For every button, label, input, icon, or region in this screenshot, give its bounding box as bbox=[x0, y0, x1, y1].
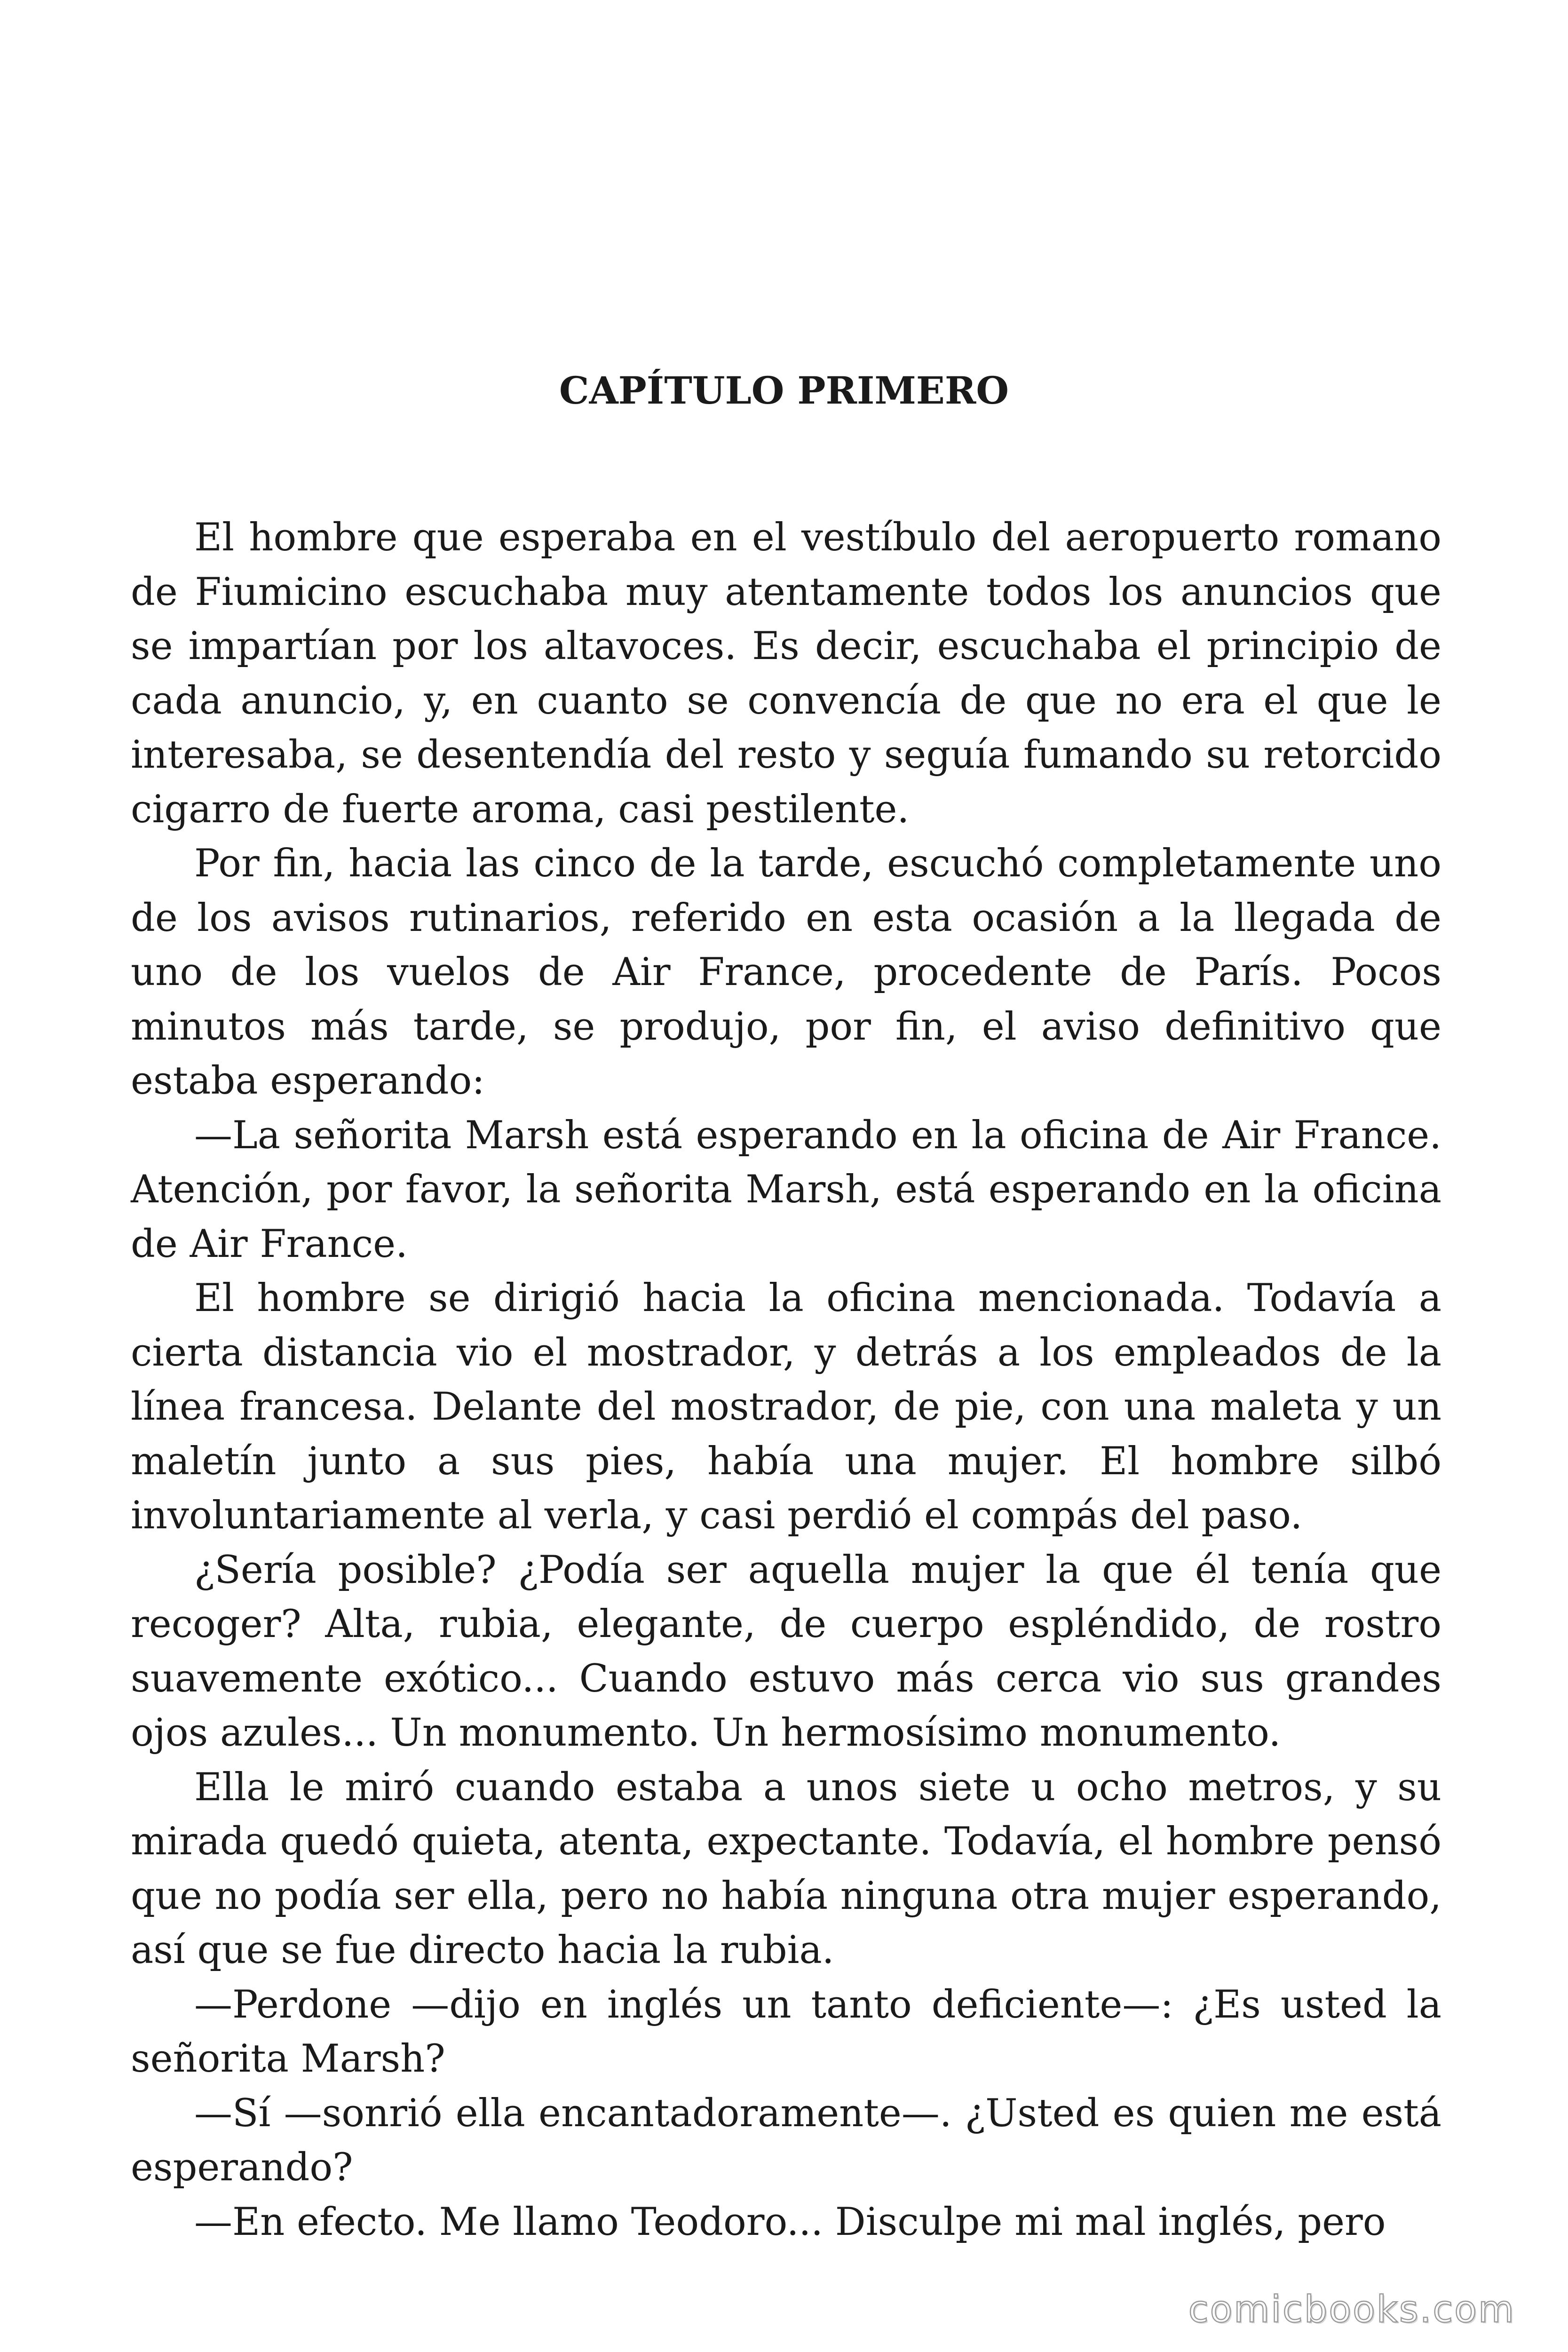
paragraph: El hombre se dirigió hacia la oficina mencionada. Todavía a cierta distancia vio el mostrador, y detrás a los empleados de la línea francesa. Delante del mostrador, de pie, con una maleta y un maletín junto a sus pies, había una mujer. El hombre silbó involuntariamente al verla, y casi perdió el compás del paso. bbox=[131, 1276, 1441, 1538]
paragraph: Por fin, hacia las cinco de la tarde, escuchó completamente uno de los avisos rutinarios, referido en esta ocasión a la llegada de uno de los vuelos de Air France, procedente de París. Pocos minutos más tarde, se produjo, por fin, el aviso definitivo que estaba esperando: bbox=[131, 842, 1441, 1103]
body-text bbox=[131, 511, 1441, 2249]
paragraph: El hombre que esperaba en el vestíbulo del aeropuerto romano de Fiumicino escuchaba muy atentamente todos los anuncios que se impartían por los altavoces. Es decir, escuchaba el principio de cada anuncio, y, en cuanto se convencía de que no era el que le interesaba, se desentendía del resto y seguía fumando su retorcido cigarro de fuerte aroma, casi pestilente. bbox=[131, 516, 1441, 832]
paragraph: ¿Sería posible? ¿Podía ser aquella mujer la que él tenía que recoger? Alta, rubia, elegante, de cuerpo espléndido, de rostro suavemente exótico... Cuando estuvo más cerca vio sus grandes ojos azules... Un monumento. Un hermosísimo monumento. bbox=[131, 1548, 1441, 1755]
paragraph: Ella le miró cuando estaba a unos siete u ocho metros, y su mirada quedó quieta, atenta, expectante. Todavía, el hombre pensó que no podía ser ella, pero no había ninguna otra mujer esperando, así que se fue directo hacia la rubia. bbox=[131, 1765, 1441, 1972]
paragraph: —En efecto. Me llamo Teodoro... Disculpe mi mal inglés, pero bbox=[194, 2200, 1386, 2244]
chapter-title: CAPÍTULO PRIMERO bbox=[559, 368, 1009, 413]
paragraph: —La señorita Marsh está esperando en la oficina de Air France. Atención, por favor, la señorita Marsh, está esperando en la oficina de Air France. bbox=[131, 1113, 1441, 1266]
watermark: comicbooks.com bbox=[1188, 2288, 1515, 2331]
paragraph: —Perdone —dijo en inglés un tanto deficiente—: ¿Es usted la señorita Marsh? bbox=[131, 1982, 1441, 2081]
paragraph: —Sí —sonrió ella encantadoramente—. ¿Usted es quien me está esperando? bbox=[131, 2091, 1441, 2190]
